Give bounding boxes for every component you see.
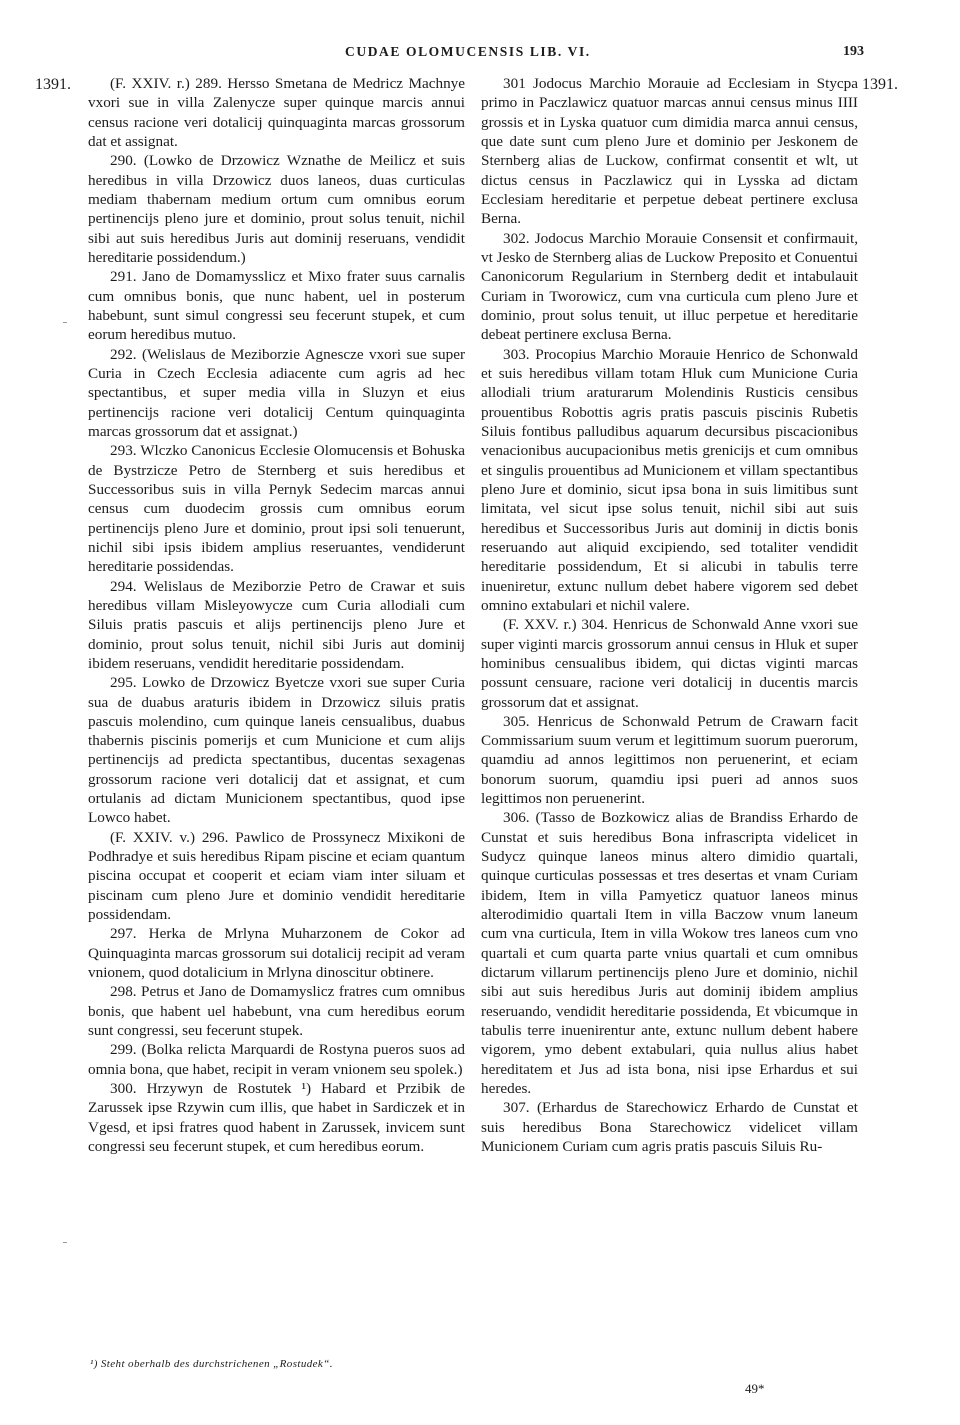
entry-298: 298. Petrus et Jano de Domamyslicz fratres cum omnibus bonis, que habent uel habebunt, vna cum heredibus eorum sunt congressi, seu fecerunt stupek. [88,983,465,1040]
margin-mark [63,1242,67,1243]
right-column [481,74,858,1156]
entry-299: 299. (Bolka relicta Marquardi de Rostyna pueros suos ad omnia bona, que habet, recipit in veram vnionem seu spolek.) [88,1041,465,1078]
entry-306: 306. (Tasso de Bozkowicz alias de Brandiss Erhardo de Cunstat et suis heredibus Bona infrascripta videlicet in Sudycz quinque laneos minus altero dimidio quartali, quinque curticulas possessas et tres desertas et vnam Curiam ibidem, Item in villa Pamyeticz quatuor laneos minus alterodimidio quartali Item in villa Baczow vnum laneum cum vna curticula, Item in villa Wokow tres laneos cum vno quartali et cum quarta parte vnius quartali et cum omnibus dictarum villarum pertinencijs pleno Jure et dominio, nichil sibi aut suis heredibus Juris aut dominij ibidem amplius reseruando, vendidit hereditarie possidenda, Et vbicumque in tabulis terre inuenirentur ante, extunc nullum debent habere vigorem, ymo debent extabulari, quia nullus alius habet hereditatem et Jus ad ista bona, nisi ipse Erhardus et sui heredes. [481,809,858,1098]
entry-302: 302. Jodocus Marchio Morauie Consensit et confirmauit, vt Jesko de Sternberg alias de Luckow Preposito et Conuentui Canonicorum Regularium in Sternberg dedit et intabulauit Curiam in Tworowicz, cum vna curticula cum pleno Jure et dominio, prout solus tenuit, ut illuc perpetue et hereditarie debeat pertinere exclusa Berna. [481,229,858,344]
margin-year-left: 1391. [35,76,71,93]
entry-290: 290. (Lowko de Drzowicz Wznathe de Meilicz et suis heredibus in villa Drzowicz duos laneos, duas curticulas mediam thabernam medium ortum cum omnibus eorum pertinencijs pleno jure et dominio, prout solus tenuit, nichil sibi aut suis heredibus Juris aut dominij reseruans, vendidit hereditarie possidendum.) [88,152,465,266]
page-number: 193 [843,44,864,59]
entry-303: 303. Procopius Marchio Morauie Henrico de Schonwald et suis heredibus villam totam Hluk cum Municione Curia allodiali trium araturarum Molendinis Rusticis censibus prouentibus Robottis agris pratis pascuis piscinis Rubetis Siluis fontibus palludibus aquarum decursibus piscacionibus venacionibus aucupacionibus metis grenicijs et cum omnibus et singulis prouentibus ad Municionem et villam spectantibus pleno Jure et dominio, sicut ipsa bona in suis limitibus sunt limitata, vel sicut ipse solus tenuit, nichil sibi aut suis heredibus et Successoribus Juris aut dominij in dictis bonis reseruando aut aliquid excipiendo, sed totaliter vendidit hereditarie possidendum, Et si alicubi in tabulis terre inueniretur, extunc nullum debet habere vigorem sed debet omnino extabulari et nichil valere. [481,345,858,614]
entry-293: 293. Wlczko Canonicus Ecclesie Olomucensis et Bohuska de Bystrzicze Petro de Sternberg et suis heredibus et Successoribus suis in villa Pernyk Sedecim marcas annui census cum duodecim grossis cum omnibus eorum pertinencijs pleno Jure et dominio, prout ipsi soli tenuerunt, nichil sibi ipsis ibidem amplius reseruantes, vendiderunt hereditarie possidendas. [88,442,465,576]
entry-295: 295. Lowko de Drzowicz Byetcze vxori sue super Curia sua de duabus araturis ibidem in Drzowicz siluis pratis pascuis molendino, cum quinque laneis censualibus, duabus thabernis piscinis pomerijs et cum Municione et cum alijs pertinencijs ad predicta spectantibus, ducentas sexagenas grossorum racione veri dotalicij dat et assignat, et cum ortulanis ad dictam Municionem spectantibus, quod ipse Lowco habet. [88,674,465,827]
margin-mark [63,322,67,323]
running-title: CUDAE OLOMUCENSIS LIB. VI. [345,44,591,59]
left-column [88,74,465,1156]
entry-294: 294. Welislaus de Meziborzie Petro de Crawar et suis heredibus villam Misleyowycze cum Curia allodiali cum Siluis pratis pascuis et alijs pertinencijs pleno Jure et dominio, prout solus tenuit, nichil sibi Juris aut dominij ibidem reseruans, vendidit hereditarie possidendam. [88,577,465,672]
entry-301: 301 Jodocus Marchio Morauie ad Ecclesiam in Stycpa primo in Paczlawicz quatuor marcas annui census minus IIII grossis et in Lyska quatuor cum dimidia marca annui census, que date sunt cum pleno Jure et dominio per Jeskonem de Sternberg alias de Luckow, confirmat consentit et wlt, ut dictus census in Paczlawicz qui in Lysska ad dictam Ecclesiam hereditarie et perpetue debeat pertinere exclusa Berna. [481,75,858,228]
signature-mark: 49* [745,1381,765,1396]
running-header [0,44,960,66]
entry-300: 300. Hrzywyn de Rostutek ¹) Habard et Przibik de Zarussek ipse Rzywin cum illis, que habet in Sardiczek et in Vgesd, et ipsi fratres quod habent in Zarussek, invicem sunt congressi seu fecerunt stupek, et cum heredibus eorum. [88,1080,465,1156]
entry-305: 305. Henricus de Schonwald Petrum de Crawarn facit Commissarium suum verum et legittimum suorum puerorum, quamdiu ad annos legittimos non peruenerint, et eciam bonorum suorum, quamdiu ipsi pueri ad annos suos legittimos non peruenerint. [481,712,858,808]
entry-289: (F. XXIV. r.) 289. Hersso Smetana de Medricz Machnye vxori sue in villa Zalenycze super quinque marcis annui census racione veri dotalicij quinquaginta marcas grossorum dat et assignat. [88,75,465,150]
entry-304: (F. XXV. r.) 304. Henricus de Schonwald Anne vxori sue super viginti marcis grossorum annui census in Hluk et super hominibus censualibus ibidem, qui dictas viginti marcas possunt censuare, racione veri dotalicij in ducentis marcis grossorum dat et assignat. [481,616,858,711]
entry-297: 297. Herka de Mrlyna Muharzonem de Cokor ad Quinquaginta marcas grossorum sui dotalicij recipit ad veram vnionem, quod dotalicium in Mrlyna dinoscitur obtinere. [88,925,465,982]
entry-291: 291. Jano de Domamysslicz et Mixo frater suus carnalis cum omnibus bonis, que nunc habent, uel in posterum habebunt, sunt simul congressi seu fecerunt stupek, et cum eorum heredibus mutuo. [88,268,465,344]
entry-292: 292. (Welislaus de Meziborzie Agnescze vxori sue super Curia in Czech Ecclesia adiacente cum agris ad hec spectantibus, et super media villa in Sluzyn et eius pertinencijs racione veri dotalicij Centum quinquaginta marcas grossorum dat et assignat.) [88,345,465,440]
entry-307: 307. (Erhardus de Starechowicz Erhardo de Cunstat et suis heredibus Bona Starechowicz videlicet villam Municionem Curiam cum agris pratis pascuis Siluis Ru- [481,1099,858,1156]
footnote: ¹) Steht oberhalb des durchstrichenen „Rostudek“. [90,1358,333,1370]
entry-296: (F. XXIV. v.) 296. Pawlico de Prossynecz Mixikoni de Podhradye et suis heredibus Ripam piscine et eciam quantum piscina occupat et cooperit et eciam viam inter siluam et piscinam cum pleno Jure et dominio vendidit hereditarie possidendam. [88,828,465,924]
margin-year-right: 1391. [862,76,898,93]
